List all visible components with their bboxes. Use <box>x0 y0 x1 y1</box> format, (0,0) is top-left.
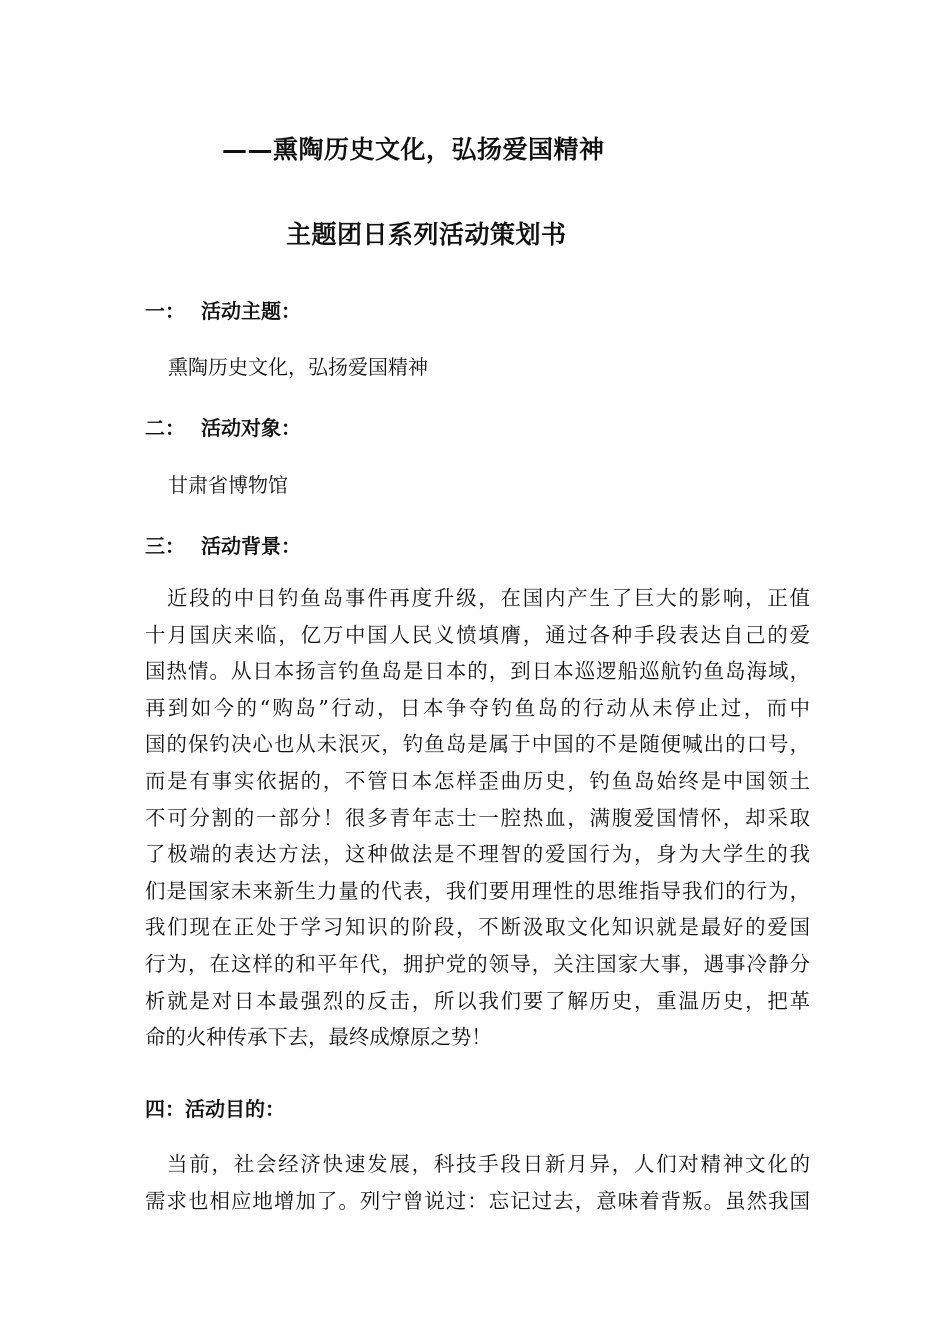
section-heading-target <box>145 412 301 441</box>
paragraph-line: 近段的中日钓鱼岛事件再度升级，在国内产生了巨大的影响，正值 <box>167 586 810 610</box>
paragraph-line: 们是国家未来新生力量的代表，我们要用理性的思维指导我们的行为， <box>145 878 810 903</box>
paragraph-line: 我们现在正处于学习知识的阶段，不断汲取文化知识就是最好的爱国 <box>145 915 810 940</box>
paragraph-line: 当前，社会经济快速发展，科技手段日新月异，人们对精神文化的 <box>167 1152 810 1176</box>
paragraph-line: 了极端的表达方法，这种做法是不理智的爱国行为，身为大学生的我 <box>145 842 810 867</box>
section-number: 三： <box>145 534 185 558</box>
section-paragraph-purpose <box>145 1146 810 1219</box>
paragraph-line: 行为，在这样的和平年代，拥护党的领导，关注国家大事，遇事冷静分 <box>145 951 810 976</box>
paragraph-line: 命的火种传承下去，最终成燎原之势！ <box>145 1025 492 1050</box>
section-heading-theme <box>145 295 301 324</box>
document-title-line1: ——熏陶历史文化，弘扬爱国精神 <box>222 135 605 164</box>
section-number: 四： <box>145 1097 185 1121</box>
paragraph-line: 十月国庆来临，亿万中国人民义愤填膺，通过各种手段表达自己的爱 <box>145 622 810 647</box>
paragraph-line: 国热情。从日本扬言钓鱼岛是日本的，到日本巡逻船巡航钓鱼岛海域， <box>145 659 810 684</box>
section-content-target: 甘肃省博物馆 <box>168 473 288 497</box>
section-heading-purpose <box>145 1093 285 1122</box>
section-label: 活动对象： <box>201 416 301 440</box>
section-paragraph-background <box>145 580 810 1056</box>
section-label: 活动目的： <box>185 1097 285 1121</box>
paragraph-line: 再到如今的“购岛”行动，日本争夺钓鱼岛的行动从未停止过，而中 <box>145 695 810 720</box>
section-content-theme: 熏陶历史文化，弘扬爱国精神 <box>168 355 428 379</box>
paragraph-line: 需求也相应地增加了。列宁曾说过：忘记过去，意味着背叛。虽然我国 <box>145 1188 810 1213</box>
section-label: 活动背景： <box>201 534 301 558</box>
section-label: 活动主题： <box>201 299 301 323</box>
paragraph-line: 不可分割的一部分！很多青年志士一腔热血，满腹爱国情怀，却采取 <box>145 805 810 830</box>
section-number: 二： <box>145 416 185 440</box>
section-heading-background <box>145 530 301 559</box>
document-title-line2: 主题团日系列活动策划书 <box>286 220 567 249</box>
paragraph-line: 析就是对日本最强烈的反击，所以我们要了解历史，重温历史，把革 <box>145 988 810 1013</box>
section-number: 一： <box>145 299 185 323</box>
paragraph-line: 而是有事实依据的，不管日本怎样歪曲历史，钓鱼岛始终是中国领土 <box>145 768 810 793</box>
paragraph-line: 国的保钓决心也从未泯灭，钓鱼岛是属于中国的不是随便喊出的口号， <box>145 732 810 757</box>
